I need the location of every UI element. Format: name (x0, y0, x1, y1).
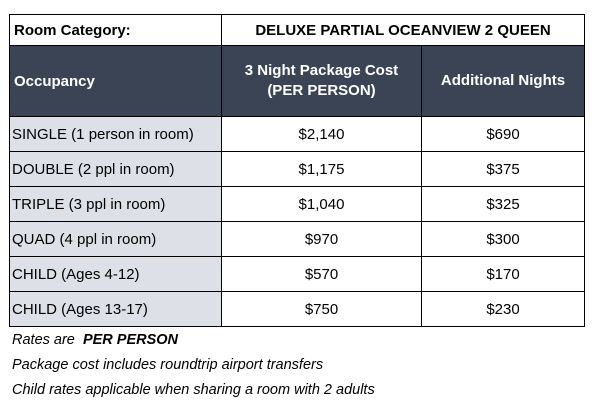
room-category-label: Room Category: (10, 15, 222, 46)
table-row (10, 222, 585, 257)
additional-nights-cell: $375 (422, 152, 585, 187)
occupancy-cell: QUAD (4 ppl in room) (10, 222, 222, 257)
rates-table (9, 14, 585, 327)
additional-nights-cell: $230 (422, 292, 585, 327)
notes (12, 328, 375, 403)
rates-note (12, 328, 375, 353)
rates-note-prefix: Rates are (12, 332, 75, 348)
room-category-row (10, 15, 585, 46)
occupancy-cell: CHILD (Ages 4-12) (10, 257, 222, 292)
table-row (10, 257, 585, 292)
occupancy-cell: CHILD (Ages 13-17) (10, 292, 222, 327)
header-row (10, 46, 585, 117)
package-cost-header-line1: 3 Night Package Cost (244, 62, 399, 79)
package-cost-cell: $1,040 (222, 187, 422, 222)
package-cost-header-line2: (PER PERSON) (267, 82, 376, 99)
child-note: Child rates applicable when sharing a room with 2 adults (12, 382, 375, 398)
package-cost-cell: $1,175 (222, 152, 422, 187)
additional-nights-cell: $300 (422, 222, 585, 257)
package-cost-cell: $970 (222, 222, 422, 257)
occupancy-cell: TRIPLE (3 ppl in room) (10, 187, 222, 222)
table-row (10, 117, 585, 152)
additional-nights-cell: $325 (422, 187, 585, 222)
package-cost-cell: $570 (222, 257, 422, 292)
table-row (10, 152, 585, 187)
rates-note-emphasis: PER PERSON (82, 332, 179, 348)
occupancy-cell: DOUBLE (2 ppl in room) (10, 152, 222, 187)
additional-nights-cell: $690 (422, 117, 585, 152)
occupancy-header: Occupancy (10, 46, 222, 117)
package-cost-cell: $750 (222, 292, 422, 327)
table-row (10, 292, 585, 327)
table-row (10, 187, 585, 222)
package-note: Package cost includes roundtrip airport transfers (12, 357, 324, 373)
additional-nights-header: Additional Nights (422, 46, 585, 117)
occupancy-cell: SINGLE (1 person in room) (10, 117, 222, 152)
package-cost-header (222, 46, 422, 117)
additional-nights-cell: $170 (422, 257, 585, 292)
package-cost-cell: $2,140 (222, 117, 422, 152)
room-category-value: DELUXE PARTIAL OCEANVIEW 2 QUEEN (222, 15, 585, 46)
